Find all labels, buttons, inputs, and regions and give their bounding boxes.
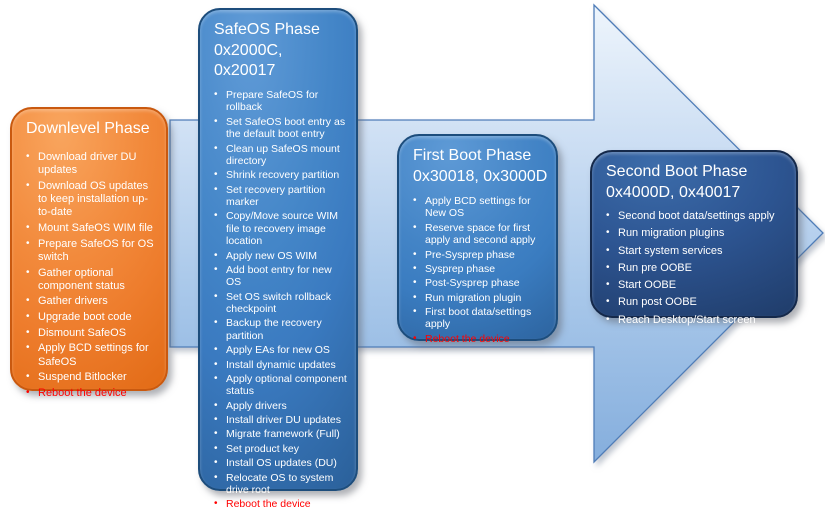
task-item: • Reach Desktop/Start screen <box>606 313 756 326</box>
bullet-icon: • <box>214 183 218 195</box>
bullet-icon: • <box>413 277 417 289</box>
task-item: • Prepare SafeOS for rollback <box>214 89 319 114</box>
phase-first-boot <box>397 134 558 345</box>
task-item: • Apply new OS WIM <box>214 249 318 262</box>
phase-downlevel <box>10 107 168 399</box>
bullet-icon: • <box>214 344 218 356</box>
task-item: • Gather drivers <box>26 295 108 308</box>
bullet-icon: • <box>413 248 417 260</box>
task-item: • First boot data/settings apply <box>413 306 532 331</box>
bullet-icon: • <box>214 372 218 384</box>
task-item: • Prepare SafeOS for OS switch <box>26 237 154 263</box>
task-item: • Set SafeOS boot entry as the default boot entry <box>214 115 346 141</box>
task-item: • Reboot the device <box>413 332 510 345</box>
task-item: • Backup the recovery partition <box>214 317 322 342</box>
bullet-icon: • <box>26 371 30 383</box>
bullet-icon: • <box>26 326 30 338</box>
bullet-icon: • <box>26 151 30 162</box>
bullet-icon: • <box>214 263 218 275</box>
phase-codes: 0x30018, 0x3000D <box>413 168 548 185</box>
bullet-icon: • <box>214 249 218 261</box>
task-item: • Apply BCD settings for New OS <box>413 195 531 220</box>
task-item: • Shrink recovery partition <box>214 169 340 182</box>
phase-codes: 0x2000C, 0x20017 <box>214 42 283 79</box>
bullet-icon: • <box>26 311 30 323</box>
phase-second-boot <box>590 150 798 326</box>
bullet-icon: • <box>413 306 417 317</box>
bullet-icon: • <box>26 266 30 278</box>
bullet-icon: • <box>26 387 30 398</box>
bullet-icon: • <box>413 195 417 206</box>
bullet-icon: • <box>214 210 218 222</box>
task-item: • Mount SafeOS WIM file <box>26 221 153 234</box>
bullet-icon: • <box>606 313 610 325</box>
task-item: • Run post OOBE <box>606 296 697 309</box>
task-item: • Pre-Sysprep phase <box>413 248 515 261</box>
task-item: • Gather optional component status <box>26 266 125 292</box>
task-item: • Reboot the device <box>26 387 127 399</box>
phase-task-list <box>399 187 556 345</box>
phase-safeos <box>198 8 358 511</box>
task-item: • Sysprep phase <box>413 262 496 275</box>
task-item: • Install driver DU updates <box>214 414 341 426</box>
task-item: • Start OOBE <box>606 279 677 291</box>
bullet-icon: • <box>26 295 30 307</box>
bullet-icon: • <box>413 221 417 233</box>
bullet-icon: • <box>413 262 417 274</box>
task-item: • Reserve space for first apply and second apply <box>413 221 536 247</box>
task-item: • Install dynamic updates <box>214 358 336 371</box>
bullet-icon: • <box>214 442 218 454</box>
bullet-icon: • <box>26 342 30 354</box>
bullet-icon: • <box>606 279 610 290</box>
bullet-icon: • <box>606 227 610 239</box>
bullet-icon: • <box>214 317 218 329</box>
task-item: • Set recovery partition marker <box>214 183 326 208</box>
task-item: • Copy/Move source WIM file to recovery image location <box>214 210 339 248</box>
task-item: • Dismount SafeOS <box>26 326 127 339</box>
task-item: • Migrate framework (Full) <box>214 428 340 441</box>
bullet-icon: • <box>26 221 30 233</box>
task-item: • Apply optional component status <box>214 372 347 398</box>
bullet-icon: • <box>214 399 218 411</box>
bullet-icon: • <box>214 498 218 510</box>
phase-task-list <box>592 203 796 327</box>
bullet-icon: • <box>606 261 610 273</box>
task-item: • Apply BCD settings for SafeOS <box>26 342 149 368</box>
task-item: • Run migration plugins <box>606 227 725 240</box>
task-item: • Set product key <box>214 442 299 455</box>
bullet-icon: • <box>214 142 218 154</box>
phase-task-list <box>200 81 356 511</box>
bullet-icon: • <box>26 179 30 191</box>
bullet-icon: • <box>214 169 218 181</box>
task-item: • Post-Sysprep phase <box>413 277 520 290</box>
bullet-icon: • <box>413 291 417 303</box>
bullet-icon: • <box>606 210 610 221</box>
task-item: • Second boot data/settings apply <box>606 210 775 222</box>
task-item: • Download driver DU updates <box>26 151 137 177</box>
bullet-icon: • <box>26 237 30 249</box>
task-item: • Add boot entry for new OS <box>214 263 332 289</box>
task-item: • Reboot the device <box>214 498 311 511</box>
task-item: • Apply EAs for new OS <box>214 344 330 357</box>
bullet-icon: • <box>214 358 218 370</box>
task-item: • Set OS switch rollback checkpoint <box>214 290 332 315</box>
task-item: • Download OS updates to keep installation up-to-date <box>26 179 149 219</box>
bullet-icon: • <box>606 244 610 256</box>
task-item: • Suspend Bitlocker <box>26 371 127 384</box>
task-item: • Start system services <box>606 244 723 257</box>
task-item: • Run migration plugin <box>413 291 522 304</box>
bullet-icon: • <box>214 414 218 425</box>
bullet-icon: • <box>214 428 218 440</box>
bullet-icon: • <box>214 89 218 100</box>
bullet-icon: • <box>214 471 218 483</box>
bullet-icon: • <box>214 290 218 302</box>
bullet-icon: • <box>214 457 218 469</box>
bullet-icon: • <box>413 332 417 344</box>
task-item: • Install OS updates (DU) <box>214 457 337 470</box>
task-item: • Clean up SafeOS mount directory <box>214 142 340 167</box>
task-item: • Relocate OS to system drive root <box>214 471 334 496</box>
phase-title: Downlevel Phase <box>26 120 150 137</box>
phase-task-list <box>12 139 166 400</box>
phase-title: First Boot Phase <box>413 147 532 164</box>
task-item: • Apply drivers <box>214 399 287 412</box>
phase-title: Second Boot Phase <box>606 163 748 180</box>
bullet-icon: • <box>606 296 610 308</box>
phase-title: SafeOS Phase <box>214 21 320 38</box>
task-item: • Run pre OOBE <box>606 261 692 274</box>
task-item: • Upgrade boot code <box>26 311 132 324</box>
bullet-icon: • <box>214 115 218 127</box>
phase-codes: 0x4000D, 0x40017 <box>606 184 741 201</box>
